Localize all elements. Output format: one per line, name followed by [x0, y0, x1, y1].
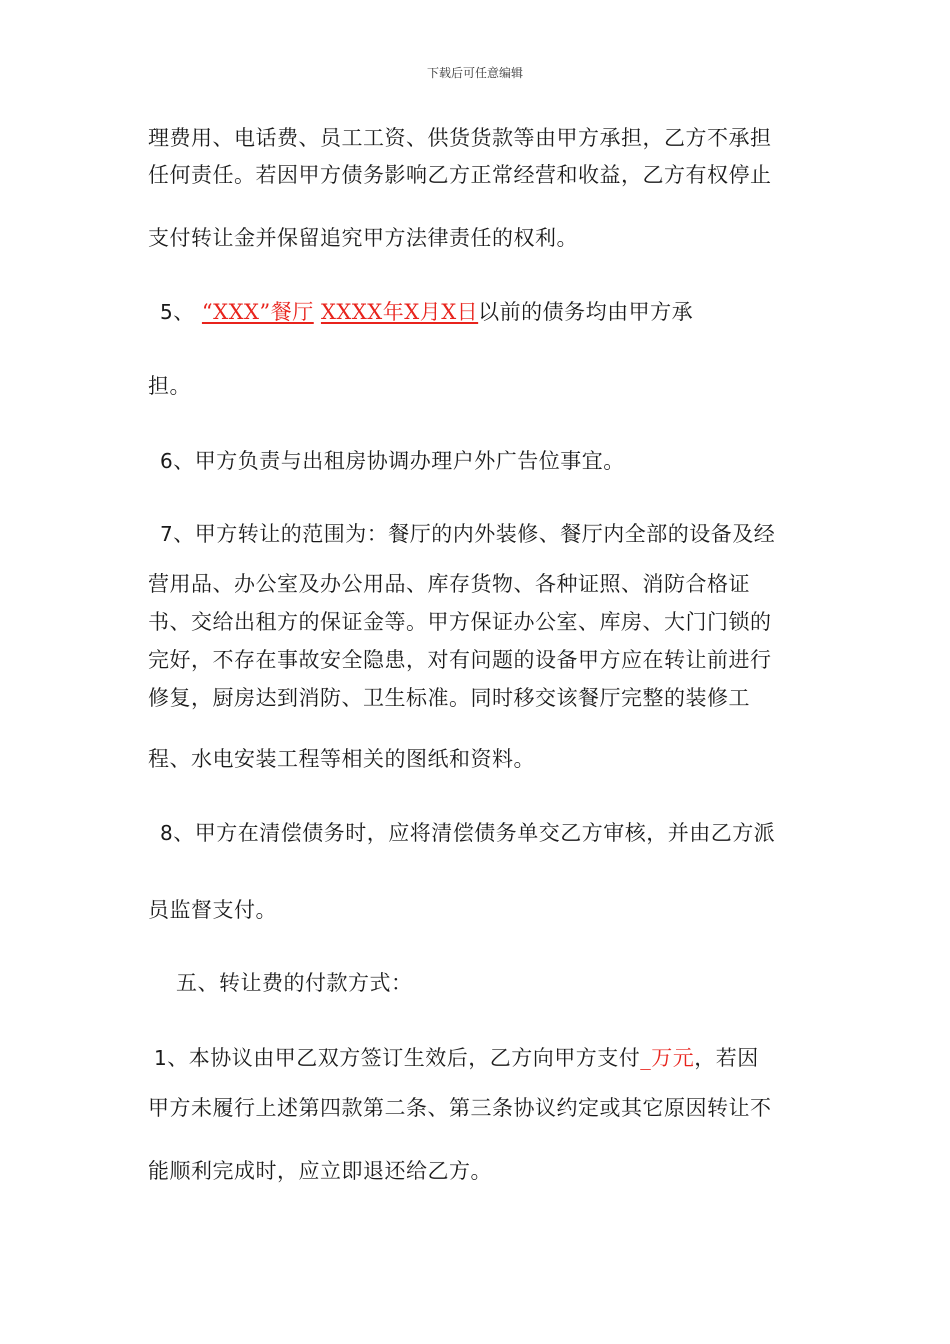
paragraph-line: 甲方未履行上述第四款第二条、第三条协议约定或其它原因转让不: [148, 1096, 772, 1120]
paragraph-line: 任何责任。若因甲方债务影响乙方正常经营和收益，乙方有权停止: [148, 163, 772, 187]
restaurant-name-placeholder: “XXX”餐厅: [201, 300, 314, 324]
clause-1: [154, 1043, 759, 1073]
clause-text: ，若因: [694, 1046, 759, 1070]
clause-separator: 、: [173, 300, 195, 324]
clause-number: 5: [160, 300, 174, 324]
clause-5: [160, 297, 693, 327]
date-placeholder: XXXX年X月X日: [320, 300, 479, 324]
paragraph-line: 修复，厨房达到消防、卫生标准。同时移交该餐厅完整的装修工: [148, 686, 750, 710]
section-heading: 五、转让费的付款方式：: [176, 971, 413, 995]
clause-number: 7: [160, 522, 174, 546]
paragraph-line: 员监督支付。: [148, 898, 277, 922]
clause-text: 以前的债务均由甲方承: [478, 300, 694, 324]
clause-8: [160, 818, 775, 848]
clause-text: 、甲方在清偿债务时，应将清偿债务单交乙方审核，并由乙方派: [173, 821, 776, 845]
clause-text: 、甲方转让的范围为：餐厅的内外装修、餐厅内全部的设备及经: [173, 522, 776, 546]
clause-text: 、甲方负责与出租房协调办理户外广告位事宜。: [173, 449, 625, 473]
clause-number: 1: [154, 1046, 168, 1070]
amount-placeholder: _万元: [640, 1046, 695, 1070]
clause-number: 8: [160, 821, 174, 845]
paragraph-line: 完好，不存在事故安全隐患，对有问题的设备甲方应在转让前进行: [148, 648, 772, 672]
paragraph-line: 程、水电安装工程等相关的图纸和资料。: [148, 747, 535, 771]
paragraph-line: 能顺利完成时，应立即退还给乙方。: [148, 1159, 492, 1183]
paragraph-line: 担。: [148, 374, 191, 398]
clause-7: [160, 519, 775, 549]
paragraph-line: 支付转让金并保留追究甲方法律责任的权利。: [148, 226, 578, 250]
clause-text: 、本协议由甲乙双方签订生效后，乙方向甲方支付: [167, 1046, 641, 1070]
paragraph-line: 书、交给出租方的保证金等。甲方保证办公室、库房、大门门锁的: [148, 610, 772, 634]
clause-number: 6: [160, 449, 174, 473]
paragraph-line: 营用品、办公室及办公用品、库存货物、各种证照、消防合格证: [148, 572, 750, 596]
page-header: 下载后可任意编辑: [426, 66, 523, 80]
clause-6: [160, 446, 625, 476]
paragraph-line: 理费用、电话费、员工工资、供货货款等由甲方承担，乙方不承担: [148, 126, 772, 150]
